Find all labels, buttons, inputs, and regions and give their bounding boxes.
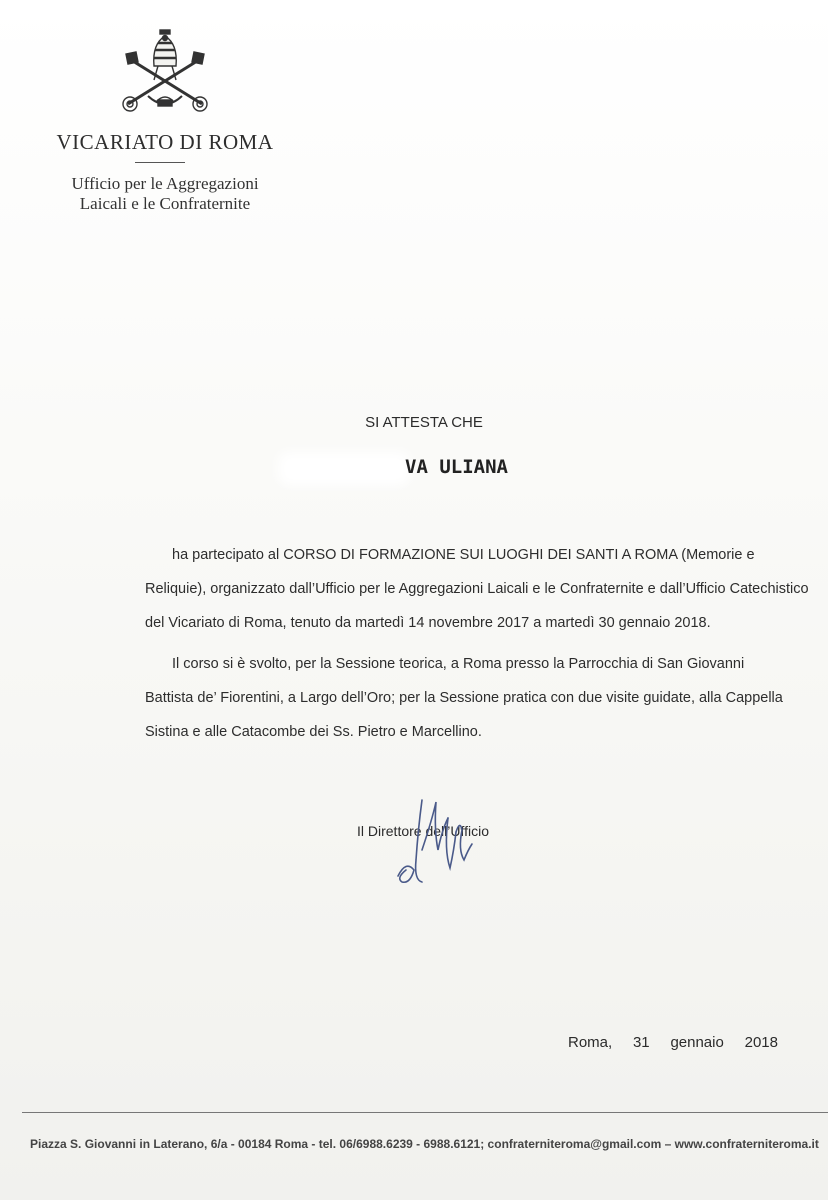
footer-contact: Piazza S. Giovanni in Laterano, 6/a - 00184 Roma - tel. 06/6988.6239 - 6988.6121; confraterniteroma@gmail.com – www.confraterniteroma.it: [30, 1137, 819, 1151]
office-name-line2: Laicali e le Confraternite: [79, 194, 251, 213]
date-day: 31: [632, 1034, 650, 1051]
director-label: Il Direttore dell’Ufficio: [357, 823, 490, 839]
date-year: 2018: [744, 1034, 778, 1051]
office-name: [44, 174, 286, 214]
date-line: [568, 1034, 778, 1051]
footer-divider: [22, 1112, 828, 1113]
paragraph-line: Reliquie), organizzato dall’Ufficio per le Aggregazioni Laicali e le Confraternite e dall’Ufficio Catechistico: [145, 581, 809, 597]
handwritten-signature: [392, 790, 480, 890]
date-place: Roma,: [568, 1034, 613, 1051]
papal-crest-icon: [118, 28, 212, 116]
attest-heading: SI ATTESTA CHE: [365, 414, 483, 431]
office-name-line1: Ufficio per le Aggregazioni: [71, 174, 259, 193]
paragraph-line: del Vicariato di Roma, tenuto da martedì 14 novembre 2017 a martedì 30 gennaio 2018.: [145, 615, 711, 631]
paragraph-line: ha partecipato al CORSO DI FORMAZIONE SUI LUOGHI DEI SANTI A ROMA (Memorie e: [172, 547, 755, 563]
date-month: gennaio: [670, 1034, 724, 1051]
course-details-paragraph: [145, 647, 783, 749]
paragraph-line: Battista de’ Fiorentini, a Largo dell’Oro; per la Sessione pratica con due visite guidate, alla Cappella: [145, 690, 783, 706]
redacted-name-blur: [278, 452, 410, 486]
paragraph-line: Il corso si è svolto, per la Sessione teorica, a Roma presso la Parrocchia di San Giovanni: [172, 656, 745, 672]
participation-paragraph: [145, 538, 809, 640]
paragraph-line: Sistina e alle Catacombe dei Ss. Pietro e Marcellino.: [145, 724, 482, 740]
header-divider: [135, 162, 185, 163]
organization-title: VICARIATO DI ROMA: [56, 130, 274, 154]
recipient-name: VA ULIANA: [405, 456, 508, 478]
